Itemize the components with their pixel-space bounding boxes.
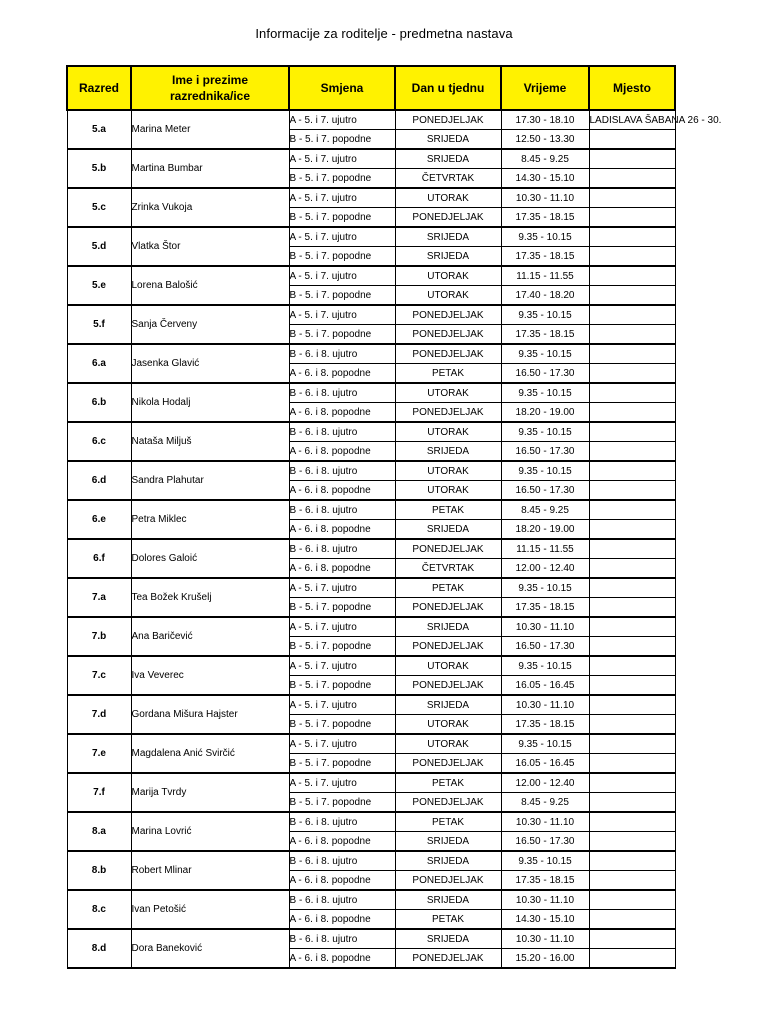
time-cell: 12.50 - 13.30	[501, 130, 589, 150]
location-cell	[589, 812, 675, 832]
shift-cell: A - 6. i 8. popodne	[289, 910, 395, 930]
day-cell: PETAK	[395, 812, 501, 832]
day-cell: SRIJEDA	[395, 832, 501, 852]
day-cell: PONEDJELJAK	[395, 325, 501, 345]
teacher-name-cell: Sanja Červeny	[131, 305, 289, 344]
day-cell: UTORAK	[395, 286, 501, 306]
shift-cell: A - 5. i 7. ujutro	[289, 305, 395, 325]
day-cell: PETAK	[395, 500, 501, 520]
schedule-body	[67, 110, 722, 968]
location-cell	[589, 130, 675, 150]
table-row	[67, 617, 675, 637]
location-cell	[589, 559, 675, 579]
time-cell: 17.35 - 18.15	[501, 247, 589, 267]
razred-cell: 7.e	[67, 734, 131, 773]
location-cell: LADISLAVA ŠABANA 26 - 30.	[589, 110, 675, 130]
location-cell	[589, 598, 675, 618]
location-cell	[589, 442, 675, 462]
day-cell: PONEDJELJAK	[395, 110, 501, 130]
razred-cell: 8.c	[67, 890, 131, 929]
time-cell: 15.20 - 16.00	[501, 949, 589, 969]
teacher-name-cell: Nikola Hodalj	[131, 383, 289, 422]
time-cell: 17.35 - 18.15	[501, 715, 589, 735]
shift-cell: A - 5. i 7. ujutro	[289, 578, 395, 598]
shift-cell: A - 5. i 7. ujutro	[289, 773, 395, 793]
razred-cell: 5.a	[67, 110, 131, 149]
day-cell: PETAK	[395, 578, 501, 598]
location-cell	[589, 208, 675, 228]
time-cell: 10.30 - 11.10	[501, 890, 589, 910]
shift-cell: B - 6. i 8. ujutro	[289, 539, 395, 559]
header-ime-line2: razrednika/ice	[169, 89, 251, 103]
time-cell: 10.30 - 11.10	[501, 812, 589, 832]
time-cell: 11.15 - 11.55	[501, 266, 589, 286]
day-cell: PETAK	[395, 910, 501, 930]
teacher-name-cell: Sandra Plahutar	[131, 461, 289, 500]
day-cell: SRIJEDA	[395, 695, 501, 715]
teacher-name-cell: Jasenka Glavić	[131, 344, 289, 383]
razred-cell: 5.e	[67, 266, 131, 305]
time-cell: 17.30 - 18.10	[501, 110, 589, 130]
time-cell: 9.35 - 10.15	[501, 734, 589, 754]
teacher-name-cell: Gordana Mišura Hajster	[131, 695, 289, 734]
day-cell: SRIJEDA	[395, 247, 501, 267]
shift-cell: B - 5. i 7. popodne	[289, 208, 395, 228]
time-cell: 17.35 - 18.15	[501, 208, 589, 228]
location-cell	[589, 188, 675, 208]
shift-cell: B - 5. i 7. popodne	[289, 793, 395, 813]
day-cell: PONEDJELJAK	[395, 344, 501, 364]
shift-cell: B - 5. i 7. popodne	[289, 676, 395, 696]
teacher-name-cell: Petra Miklec	[131, 500, 289, 539]
table-row	[67, 539, 675, 559]
time-cell: 17.40 - 18.20	[501, 286, 589, 306]
razred-cell: 8.b	[67, 851, 131, 890]
location-cell	[589, 403, 675, 423]
shift-cell: B - 5. i 7. popodne	[289, 598, 395, 618]
table-row	[67, 500, 675, 520]
shift-cell: B - 6. i 8. ujutro	[289, 461, 395, 481]
teacher-name-cell: Magdalena Anić Svirčić	[131, 734, 289, 773]
day-cell: ČETVRTAK	[395, 559, 501, 579]
table-row	[67, 578, 675, 598]
table-row	[67, 422, 675, 442]
day-cell: UTORAK	[395, 481, 501, 501]
day-cell: SRIJEDA	[395, 227, 501, 247]
table-row	[67, 383, 675, 403]
razred-cell: 5.d	[67, 227, 131, 266]
shift-cell: B - 6. i 8. ujutro	[289, 344, 395, 364]
time-cell: 18.20 - 19.00	[501, 520, 589, 540]
razred-cell: 8.a	[67, 812, 131, 851]
location-cell	[589, 169, 675, 189]
location-cell	[589, 364, 675, 384]
shift-cell: A - 5. i 7. ujutro	[289, 266, 395, 286]
time-cell: 16.05 - 16.45	[501, 754, 589, 774]
shift-cell: B - 5. i 7. popodne	[289, 754, 395, 774]
shift-cell: B - 6. i 8. ujutro	[289, 383, 395, 403]
table-row	[67, 890, 675, 910]
shift-cell: A - 6. i 8. popodne	[289, 442, 395, 462]
table-row	[67, 344, 675, 364]
time-cell: 10.30 - 11.10	[501, 929, 589, 949]
shift-cell: A - 6. i 8. popodne	[289, 949, 395, 969]
razred-cell: 7.b	[67, 617, 131, 656]
shift-cell: A - 6. i 8. popodne	[289, 364, 395, 384]
header-row	[67, 66, 675, 110]
time-cell: 17.35 - 18.15	[501, 598, 589, 618]
razred-cell: 7.a	[67, 578, 131, 617]
day-cell: ČETVRTAK	[395, 169, 501, 189]
shift-cell: A - 5. i 7. ujutro	[289, 617, 395, 637]
location-cell	[589, 851, 675, 871]
header-mjesto: Mjesto	[589, 66, 675, 110]
header-vrijeme: Vrijeme	[501, 66, 589, 110]
shift-cell: A - 6. i 8. popodne	[289, 559, 395, 579]
day-cell: UTORAK	[395, 734, 501, 754]
shift-cell: B - 5. i 7. popodne	[289, 325, 395, 345]
location-cell	[589, 656, 675, 676]
location-cell	[589, 929, 675, 949]
location-cell	[589, 422, 675, 442]
teacher-name-cell: Tea Božek Krušelj	[131, 578, 289, 617]
day-cell: SRIJEDA	[395, 130, 501, 150]
location-cell	[589, 910, 675, 930]
location-cell	[589, 773, 675, 793]
location-cell	[589, 734, 675, 754]
teacher-name-cell: Robert Mlinar	[131, 851, 289, 890]
razred-cell: 5.c	[67, 188, 131, 227]
page-title: Informacije za roditelje - predmetna nastava	[255, 26, 513, 41]
teacher-name-cell: Ivan Petošić	[131, 890, 289, 929]
razred-cell: 7.d	[67, 695, 131, 734]
shift-cell: A - 5. i 7. ujutro	[289, 110, 395, 130]
day-cell: SRIJEDA	[395, 149, 501, 169]
shift-cell: B - 6. i 8. ujutro	[289, 929, 395, 949]
time-cell: 9.35 - 10.15	[501, 344, 589, 364]
day-cell: PETAK	[395, 773, 501, 793]
location-cell	[589, 871, 675, 891]
time-cell: 18.20 - 19.00	[501, 403, 589, 423]
table-row	[67, 851, 675, 871]
location-cell	[589, 149, 675, 169]
teacher-name-cell: Iva Veverec	[131, 656, 289, 695]
location-cell	[589, 695, 675, 715]
day-cell: SRIJEDA	[395, 442, 501, 462]
time-cell: 12.00 - 12.40	[501, 773, 589, 793]
time-cell: 16.50 - 17.30	[501, 832, 589, 852]
location-cell	[589, 247, 675, 267]
shift-cell: A - 6. i 8. popodne	[289, 871, 395, 891]
location-cell	[589, 286, 675, 306]
location-cell	[589, 578, 675, 598]
table-row	[67, 461, 675, 481]
razred-cell: 6.c	[67, 422, 131, 461]
table-row	[67, 149, 675, 169]
table-row	[67, 656, 675, 676]
time-cell: 8.45 - 9.25	[501, 500, 589, 520]
shift-cell: B - 6. i 8. ujutro	[289, 500, 395, 520]
shift-cell: B - 5. i 7. popodne	[289, 715, 395, 735]
time-cell: 10.30 - 11.10	[501, 695, 589, 715]
time-cell: 16.50 - 17.30	[501, 481, 589, 501]
teacher-name-cell: Lorena Balošić	[131, 266, 289, 305]
location-cell	[589, 227, 675, 247]
teacher-name-cell: Marina Lovrić	[131, 812, 289, 851]
table-row	[67, 305, 675, 325]
time-cell: 17.35 - 18.15	[501, 871, 589, 891]
location-cell	[589, 325, 675, 345]
day-cell: SRIJEDA	[395, 617, 501, 637]
shift-cell: B - 5. i 7. popodne	[289, 286, 395, 306]
day-cell: UTORAK	[395, 715, 501, 735]
location-cell	[589, 461, 675, 481]
shift-cell: B - 5. i 7. popodne	[289, 169, 395, 189]
day-cell: PETAK	[395, 364, 501, 384]
shift-cell: A - 5. i 7. ujutro	[289, 188, 395, 208]
time-cell: 12.00 - 12.40	[501, 559, 589, 579]
location-cell	[589, 890, 675, 910]
razred-cell: 6.f	[67, 539, 131, 578]
shift-cell: A - 6. i 8. popodne	[289, 520, 395, 540]
table-row	[67, 227, 675, 247]
time-cell: 8.45 - 9.25	[501, 793, 589, 813]
day-cell: UTORAK	[395, 188, 501, 208]
teacher-name-cell: Zrinka Vukoja	[131, 188, 289, 227]
time-cell: 11.15 - 11.55	[501, 539, 589, 559]
schedule-table	[66, 65, 722, 969]
time-cell: 16.50 - 17.30	[501, 442, 589, 462]
teacher-name-cell: Vlatka Štor	[131, 227, 289, 266]
time-cell: 9.35 - 10.15	[501, 578, 589, 598]
location-cell	[589, 637, 675, 657]
shift-cell: B - 6. i 8. ujutro	[289, 890, 395, 910]
day-cell: SRIJEDA	[395, 520, 501, 540]
time-cell: 9.35 - 10.15	[501, 422, 589, 442]
time-cell: 16.50 - 17.30	[501, 364, 589, 384]
shift-cell: A - 6. i 8. popodne	[289, 403, 395, 423]
time-cell: 9.35 - 10.15	[501, 656, 589, 676]
time-cell: 8.45 - 9.25	[501, 149, 589, 169]
location-cell	[589, 520, 675, 540]
time-cell: 16.05 - 16.45	[501, 676, 589, 696]
location-cell	[589, 832, 675, 852]
header-ime-line1: Ime i prezime	[171, 73, 249, 87]
location-cell	[589, 305, 675, 325]
shift-cell: A - 6. i 8. popodne	[289, 832, 395, 852]
location-cell	[589, 481, 675, 501]
time-cell: 10.30 - 11.10	[501, 617, 589, 637]
time-cell: 9.35 - 10.15	[501, 305, 589, 325]
day-cell: PONEDJELJAK	[395, 305, 501, 325]
day-cell: SRIJEDA	[395, 890, 501, 910]
time-cell: 9.35 - 10.15	[501, 461, 589, 481]
day-cell: UTORAK	[395, 656, 501, 676]
teacher-name-cell: Martina Bumbar	[131, 149, 289, 188]
location-cell	[589, 383, 675, 403]
razred-cell: 5.b	[67, 149, 131, 188]
table-row	[67, 695, 675, 715]
location-cell	[589, 754, 675, 774]
header-dan: Dan u tjednu	[395, 66, 501, 110]
shift-cell: B - 5. i 7. popodne	[289, 247, 395, 267]
table-row	[67, 929, 675, 949]
razred-cell: 8.d	[67, 929, 131, 968]
day-cell: PONEDJELJAK	[395, 403, 501, 423]
shift-cell: A - 5. i 7. ujutro	[289, 227, 395, 247]
table-row	[67, 734, 675, 754]
teacher-name-cell: Ana Baričević	[131, 617, 289, 656]
time-cell: 9.35 - 10.15	[501, 383, 589, 403]
day-cell: PONEDJELJAK	[395, 676, 501, 696]
table-row	[67, 812, 675, 832]
day-cell: PONEDJELJAK	[395, 793, 501, 813]
time-cell: 9.35 - 10.15	[501, 227, 589, 247]
time-cell: 9.35 - 10.15	[501, 851, 589, 871]
day-cell: SRIJEDA	[395, 851, 501, 871]
shift-cell: A - 5. i 7. ujutro	[289, 734, 395, 754]
day-cell: PONEDJELJAK	[395, 539, 501, 559]
table-row	[67, 266, 675, 286]
day-cell: PONEDJELJAK	[395, 598, 501, 618]
razred-cell: 6.b	[67, 383, 131, 422]
day-cell: PONEDJELJAK	[395, 208, 501, 228]
time-cell: 16.50 - 17.30	[501, 637, 589, 657]
time-cell: 14.30 - 15.10	[501, 169, 589, 189]
shift-cell: B - 6. i 8. ujutro	[289, 812, 395, 832]
razred-cell: 7.c	[67, 656, 131, 695]
shift-cell: B - 5. i 7. popodne	[289, 637, 395, 657]
teacher-name-cell: Dora Baneković	[131, 929, 289, 968]
location-cell	[589, 715, 675, 735]
day-cell: UTORAK	[395, 422, 501, 442]
location-cell	[589, 266, 675, 286]
table-row	[67, 188, 675, 208]
time-cell: 14.30 - 15.10	[501, 910, 589, 930]
teacher-name-cell: Dolores Galoić	[131, 539, 289, 578]
shift-cell: B - 6. i 8. ujutro	[289, 851, 395, 871]
location-cell	[589, 539, 675, 559]
header-smjena: Smjena	[289, 66, 395, 110]
razred-cell: 6.d	[67, 461, 131, 500]
location-cell	[589, 344, 675, 364]
day-cell: UTORAK	[395, 461, 501, 481]
razred-cell: 6.a	[67, 344, 131, 383]
shift-cell: A - 5. i 7. ujutro	[289, 656, 395, 676]
header-ime	[131, 66, 289, 110]
day-cell: UTORAK	[395, 383, 501, 403]
shift-cell: A - 5. i 7. ujutro	[289, 695, 395, 715]
teacher-name-cell: Marija Tvrdy	[131, 773, 289, 812]
table-row	[67, 773, 675, 793]
time-cell: 10.30 - 11.10	[501, 188, 589, 208]
time-cell: 17.35 - 18.15	[501, 325, 589, 345]
location-cell	[589, 793, 675, 813]
header-razred: Razred	[67, 66, 131, 110]
shift-cell: B - 5. i 7. popodne	[289, 130, 395, 150]
location-cell	[589, 676, 675, 696]
location-cell	[589, 949, 675, 969]
shift-cell: A - 5. i 7. ujutro	[289, 149, 395, 169]
day-cell: SRIJEDA	[395, 929, 501, 949]
razred-cell: 5.f	[67, 305, 131, 344]
location-cell	[589, 500, 675, 520]
day-cell: PONEDJELJAK	[395, 949, 501, 969]
razred-cell: 7.f	[67, 773, 131, 812]
location-cell	[589, 617, 675, 637]
teacher-name-cell: Nataša Miljuš	[131, 422, 289, 461]
shift-cell: A - 6. i 8. popodne	[289, 481, 395, 501]
day-cell: PONEDJELJAK	[395, 871, 501, 891]
shift-cell: B - 6. i 8. ujutro	[289, 422, 395, 442]
day-cell: UTORAK	[395, 266, 501, 286]
day-cell: PONEDJELJAK	[395, 754, 501, 774]
razred-cell: 6.e	[67, 500, 131, 539]
teacher-name-cell: Marina Meter	[131, 110, 289, 149]
day-cell: PONEDJELJAK	[395, 637, 501, 657]
table-row	[67, 110, 675, 130]
